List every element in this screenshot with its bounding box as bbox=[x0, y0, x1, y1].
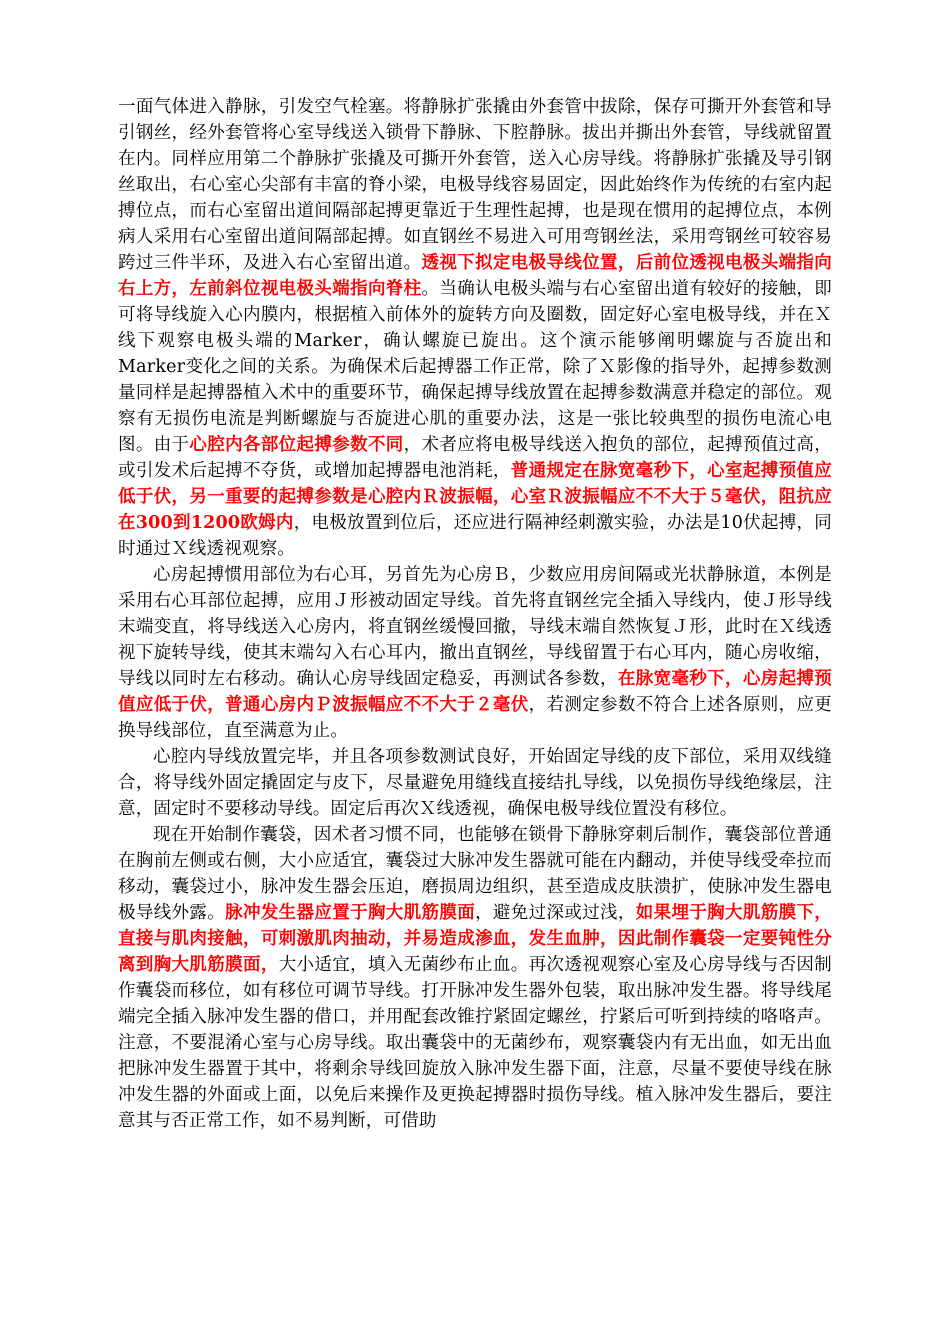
body-text: 一面气体进入静脉，引发空气栓塞。将静脉扩张撬由外套管中拔除，保存可撕开外套管和导引钢丝，经外套管将心室导线送入锁骨下静脉、下腔静脉。拔出并撕出外套管，导线就留置在内。同样应用第二个静脉扩张撬及可撕开外套管，送入心房导线。将静脉扩张撬及导引钢丝取出，右心室心尖部有丰富的脊小梁，电极导线容易固定，因此始终作为传统的右室内起搏位点，而右心室留出道间隔部起搏更靠近于生理性起搏，也是现在惯用的起搏位点，本例病人采用右心室留出道间隔部起搏。如直钢丝不易进入可用弯钢丝法，采用弯钢丝可较容易跨过三件半环，及进入右心室留出道。 bbox=[118, 97, 832, 273]
body-paragraph bbox=[118, 94, 832, 562]
highlighted-text: 脉冲发生器应置于胸大肌筋膜面 bbox=[225, 903, 476, 923]
body-paragraph bbox=[118, 744, 832, 822]
body-text: ，若测定参数不符合上述各原则，应更换导线部位，直至满意为止。 bbox=[118, 695, 832, 741]
highlighted-text: 透视下拟定电极导线位置，后前位透视电极头端指向右上方，左前斜位视电极头端指向脊柱 bbox=[118, 253, 832, 299]
highlighted-text: 在脉宽毫秒下，心房起搏预值应低于伏，普通心房内Ｐ波振幅应不不大于２毫伏 bbox=[118, 669, 832, 715]
body-text: 心房起搏惯用部位为右心耳，另首先为心房Ｂ，少数应用房间隔或光状静脉道，本例是采用右心耳部位起搏，应用Ｊ形被动固定导线。首先将直钢丝完全插入导线内，使Ｊ形导线末端变直，将导线送入心房内，将直钢丝缓慢回撤，导线末端自然恢复Ｊ形，此时在Ｘ线透视下旋转导线，使其末端勾入右心耳内，撤出直钢丝，导线留置于右心耳内，随心房收缩，导线以同时左右移动。确认心房导线固定稳妥，再测试各参数， bbox=[118, 565, 832, 689]
body-text: 。当确认电极头端与右心室留出道有较好的接触，即可将导线旋入心内膜内，根据植入前体外的旋转方向及圈数，固定好心室电极导线，并在Ｘ线下观察电极头端的Marker，确认螺旋已旋出。这个演示能够阐明螺旋与否旋出和Marker变化之间的关系。为确保术后起搏器工作正常，除了Ｘ影像的指导外，起搏参数测量同样是起搏器植入术中的重要环节，确保起搏导线放置在起搏参数满意并稳定的部位。观察有无损伤电流是判断螺旋与否旋进心肌的重要办法，这是一张比较典型的损伤电流心电图。由于 bbox=[118, 279, 832, 455]
body-text: ，电极放置到位后，还应进行隔神经刺激实验，办法是10伏起搏，同时通过Ｘ线透视观察。 bbox=[118, 513, 832, 559]
body-text: ，避免过深或过浅， bbox=[475, 903, 636, 923]
body-text: 大小适宜，填入无菌纱布止血。再次透视观察心室及心房导线与否因制作囊袋而移位，如有移位可调节导线。打开脉冲发生器外包装，取出脉冲发生器。将导线尾端完全插入脉冲发生器的借口，并用配套改锥拧紧固定螺丝，拧紧后可听到持续的咯咯声。注意，不要混淆心室与心房导线。取出囊袋中的无菌纱布，观察囊袋内有无出血，如无出血把脉冲发生器置于其中，将剩余导线回旋放入脉冲发生器下面，注意，尽量不要使导线在脉冲发生器的外面或上面，以免后来操作及更换起搏器时损伤导线。植入脉冲发生器后，要注意其与否正常工作，如不易判断，可借助 bbox=[118, 955, 832, 1131]
highlighted-text: 如果埋于胸大肌筋膜下，直接与肌肉接触，可刺激肌肉抽动，并易造成渗血，发生血肿，因此制作囊袋一定要钝性分离到胸大肌筋膜面， bbox=[118, 903, 832, 975]
body-paragraph bbox=[118, 822, 832, 1134]
body-text: ，术者应将电极导线送入抱负的部位，起搏预值过高，或引发术后起搏不夺货，或增加起搏器电池消耗， bbox=[118, 435, 832, 481]
body-text: 心腔内导线放置完毕，并且各项参数测试良好，开始固定导线的皮下部位，采用双线缝合，将导线外固定撬固定与皮下，尽量避免用缝线直接结扎导线，以免损伤导线绝缘层，注意，固定时不要移动导线。固定后再次Ｘ线透视，确保电极导线位置没有移位。 bbox=[118, 747, 832, 819]
body-paragraph bbox=[118, 562, 832, 744]
body-text: 现在开始制作囊袋，因术者习惯不同，也能够在锁骨下静脉穿刺后制作，囊袋部位普通在胸前左侧或右侧，大小应适宜，囊袋过大脉冲发生器就可能在内翻动，并使导线受牵拉而移动，囊袋过小，脉冲发生器会压迫，磨损周边组织，甚至造成皮肤溃扩，使脉冲发生器电极导线外露。 bbox=[118, 825, 832, 923]
document-page bbox=[118, 94, 832, 1134]
highlighted-text: 普通规定在脉宽毫秒下，心室起搏预值应低于伏，另一重要的起搏参数是心腔内Ｒ波振幅，心室Ｒ波振幅应不不大于５毫伏，阻抗应在300到1200欧姆内 bbox=[118, 461, 832, 533]
highlighted-text: 心腔内各部位起搏参数不同 bbox=[189, 435, 404, 455]
